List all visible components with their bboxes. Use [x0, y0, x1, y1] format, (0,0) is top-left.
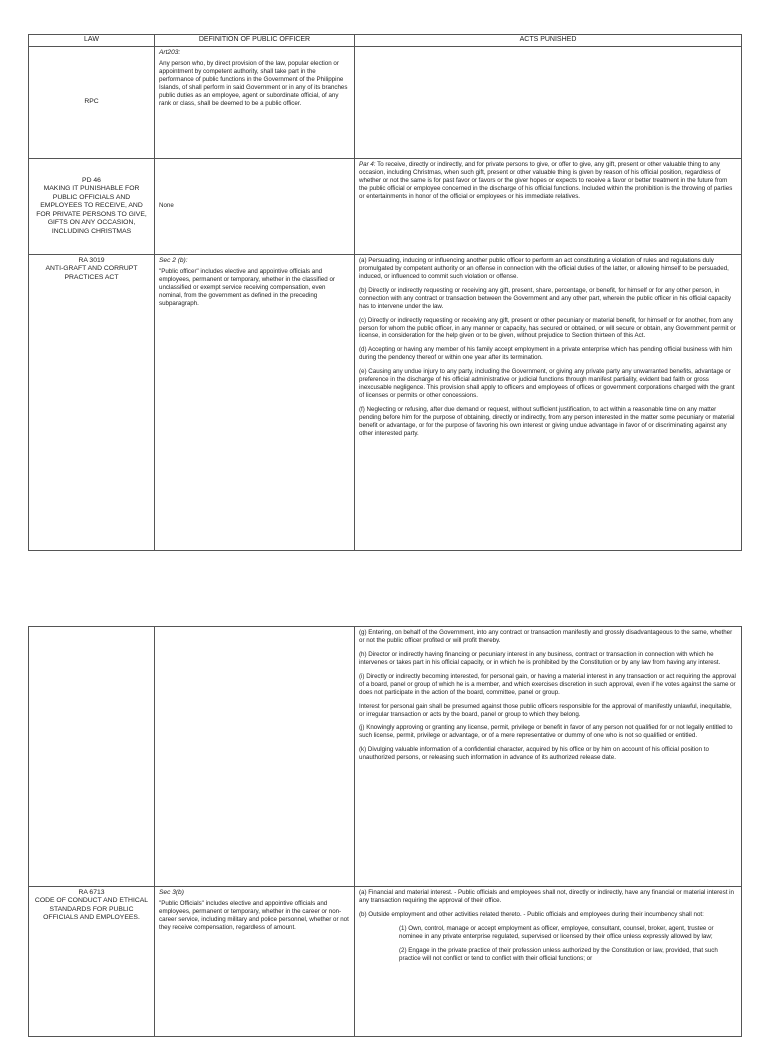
definition-text: Any person who, by direct provision of the law, popular election or appointment by competent authority, shall take part in the performance of public functions in the Government of the Philippine Islands, of shall perform in said Government or in any of its branches public duties as an employee, agent or subordinate official, of any rank or class, shall be deemed to be a public officer.	[159, 60, 348, 108]
act-item: (e) Causing any undue injury to any party, including the Government, or giving any private party any unwarranted benefits, advantage or preference in the discharge of his official administrative or judicial functions through manifest partiality, evident bad faith or gross inexcusable negligence. This provision shall apply to officers and employees of offices or government corporations charged with the grant of licenses or permits or other concessions.	[359, 368, 735, 400]
act-subitem: (1) Own, control, manage or accept employment as officer, employee, consultant, counsel, broker, agent, trustee or nominee in any private enterprise regulated, supervised or licensed by their office unless expressly allowed by law;	[399, 924, 714, 940]
definition-ref: Art203:	[159, 48, 181, 56]
acts-text: To receive, directly or indirectly, and for private persons to give, or offer to give, any gift, present or other valuable thing to any occasion, including Christmas, when such gift, present or other valuable thing is given by reason of his official position, regardless of whether or not the same is for past favor or favors or the giver hopes or expects to receive a favor or better treatment in the future from the public official or employee concerned in the discharge of his official functions. Included within the prohibition is the throwing of parties or entertainments in honor of the official or employees or his immediate relatives.	[359, 160, 733, 200]
definition-cell	[155, 254, 355, 550]
act-item: (b) Directly or indirectly requesting or receiving any gift, present, share, percentage, or benefit, for himself or for any other person, in connection with any contract or transaction between the Government and any other part, wherein the public officer in his official capacity has to intervene under the law.	[359, 286, 731, 310]
acts-cell	[355, 254, 742, 550]
table-row	[29, 46, 742, 158]
definition-ref: Sec 3(b)	[159, 889, 184, 896]
header-definition: DEFINITION OF PUBLIC OFFICER	[155, 35, 355, 47]
definition-cell	[155, 158, 355, 254]
law-cell: RA 6713 CODE OF CONDUCT AND ETHICAL STANDARDS FOR PUBLIC OFFICIALS AND EMPLOYEES.	[29, 887, 155, 1037]
act-item: Interest for personal gain shall be presumed against those public officers responsible for the approval of manifestly unlawful, inequitable, or irregular transaction or acts by the board, panel or group to which they belong.	[359, 702, 732, 718]
acts-cell	[355, 627, 742, 887]
header-law: LAW	[29, 35, 155, 47]
table-row	[29, 254, 742, 550]
act-item: (b) Outside employment and other activities related thereto. - Public officials and employees during their incumbency shall not:	[359, 910, 704, 918]
acts-cell	[355, 158, 742, 254]
acts-ref: Par 4:	[359, 160, 376, 168]
table-row	[29, 627, 742, 887]
header-acts: ACTS PUNISHED	[355, 35, 742, 47]
table-page-1	[28, 34, 742, 551]
act-item: (i) Directly or indirectly becoming interested, for personal gain, or having a material interest in any transaction or act requiring the approval of a board, panel or group of which he is a member, and which exercises discretion in such approval, even if he votes against the same or does not participate in the action of the board, committee, panel or group.	[359, 672, 736, 696]
header-row	[29, 35, 742, 47]
act-item: (g) Entering, on behalf of the Government, into any contract or transaction manifestly and grossly disadvantageous to the same, whether or not the public officer profited or will profit thereby.	[359, 629, 733, 644]
law-cell: RPC	[29, 46, 155, 158]
acts-cell	[355, 46, 742, 158]
law-cell: RA 3019 ANTI-GRAFT AND CORRUPT PRACTICES ACT	[29, 254, 155, 550]
definition-text: None	[159, 202, 174, 210]
definition-cell	[155, 46, 355, 158]
definition-ref: Sec 2 (b):	[159, 256, 188, 264]
act-item: (d) Accepting or having any member of his family accept employment in a private enterprise which has pending official business with him during the pendency thereof or within one year after its termination.	[359, 346, 733, 362]
act-item: (k) Divulging valuable information of a confidential character, acquired by his office or by him on account of his official position to unauthorized persons, or releasing such information in advance of its authorized release date.	[359, 746, 709, 762]
acts-cell	[355, 887, 742, 1037]
definition-text: "Public officer" includes elective and appointive officials and employees, permanent or temporary, whether in the classified or unclassified or exempt service receiving compensation, even nominal, from the government as defined in the preceding subparagraph.	[159, 268, 335, 308]
law-cell: PD 46 MAKING IT PUNISHABLE FOR PUBLIC OFFICIALS AND EMPLOYEES TO RECEIVE, AND FOR PRIVATE PERSONS TO GIVE, GIFTS ON ANY OCCASION, INCLUDING CHRISTMAS	[29, 158, 155, 254]
act-item: (a) Financial and material interest. - Public officials and employees shall not, directly or indirectly, have any financial or material interest in any transaction requiring the approval of their office.	[359, 889, 734, 904]
table-row	[29, 158, 742, 254]
act-item: (c) Directly or indirectly requesting or receiving any gift, present or other pecuniary or material benefit, for himself or for another, from any person for whom the public officer, in any manner or capacity, has secured or obtained, or will secure or obtain, any Government permit or license, in consideration for the help given or to be given, without prejudice to Section thirteen of this Act.	[359, 316, 736, 340]
act-subitem: (2) Engage in the private practice of their profession unless authorized by the Constitution or law, provided, that such practice will not conflict or tend to conflict with their official functions; or	[399, 946, 718, 962]
table-row	[29, 887, 742, 1037]
law-cell	[29, 627, 155, 887]
table-page-2	[28, 626, 742, 1037]
definition-cell	[155, 627, 355, 887]
act-item: (f) Neglecting or refusing, after due demand or request, without sufficient justification, to act within a reasonable time on any matter pending before him for the purpose of obtaining, directly or indirectly, from any person interested in the matter some pecuniary or material benefit or advantage, or for the purpose of favoring his own interest or giving undue advantage in favor of or discriminating against any other interested party.	[359, 406, 735, 437]
definition-cell	[155, 887, 355, 1037]
act-item: (j) Knowingly approving or granting any license, permit, privilege or benefit in favor of any person not qualified for or not legally entitled to such license, permit, privilege or advantage, or of a mere representative or dummy of one who is not so qualified or entitled.	[359, 724, 733, 740]
definition-text: "Public Officials" includes elective and appointive officials and employees, permanent or temporary, whether in the career or non-career service, including military and police personnel, whether or not they receive compensation, regardless of amount.	[159, 900, 349, 932]
act-item: (h) Director or indirectly having financing or pecuniary interest in any business, contract or transaction in connection with which he intervenes or takes part in his official capacity, or in which he is prohibited by the Constitution or by any law from having any interest.	[359, 650, 721, 666]
act-item: (a) Persuading, inducing or influencing another public officer to perform an act constituting a violation of rules and regulations duly promulgated by competent authority or an offense in connection with the official duties of the latter, or allowing himself to be persuaded, induced, or influenced to commit such violation or offense.	[359, 256, 729, 280]
